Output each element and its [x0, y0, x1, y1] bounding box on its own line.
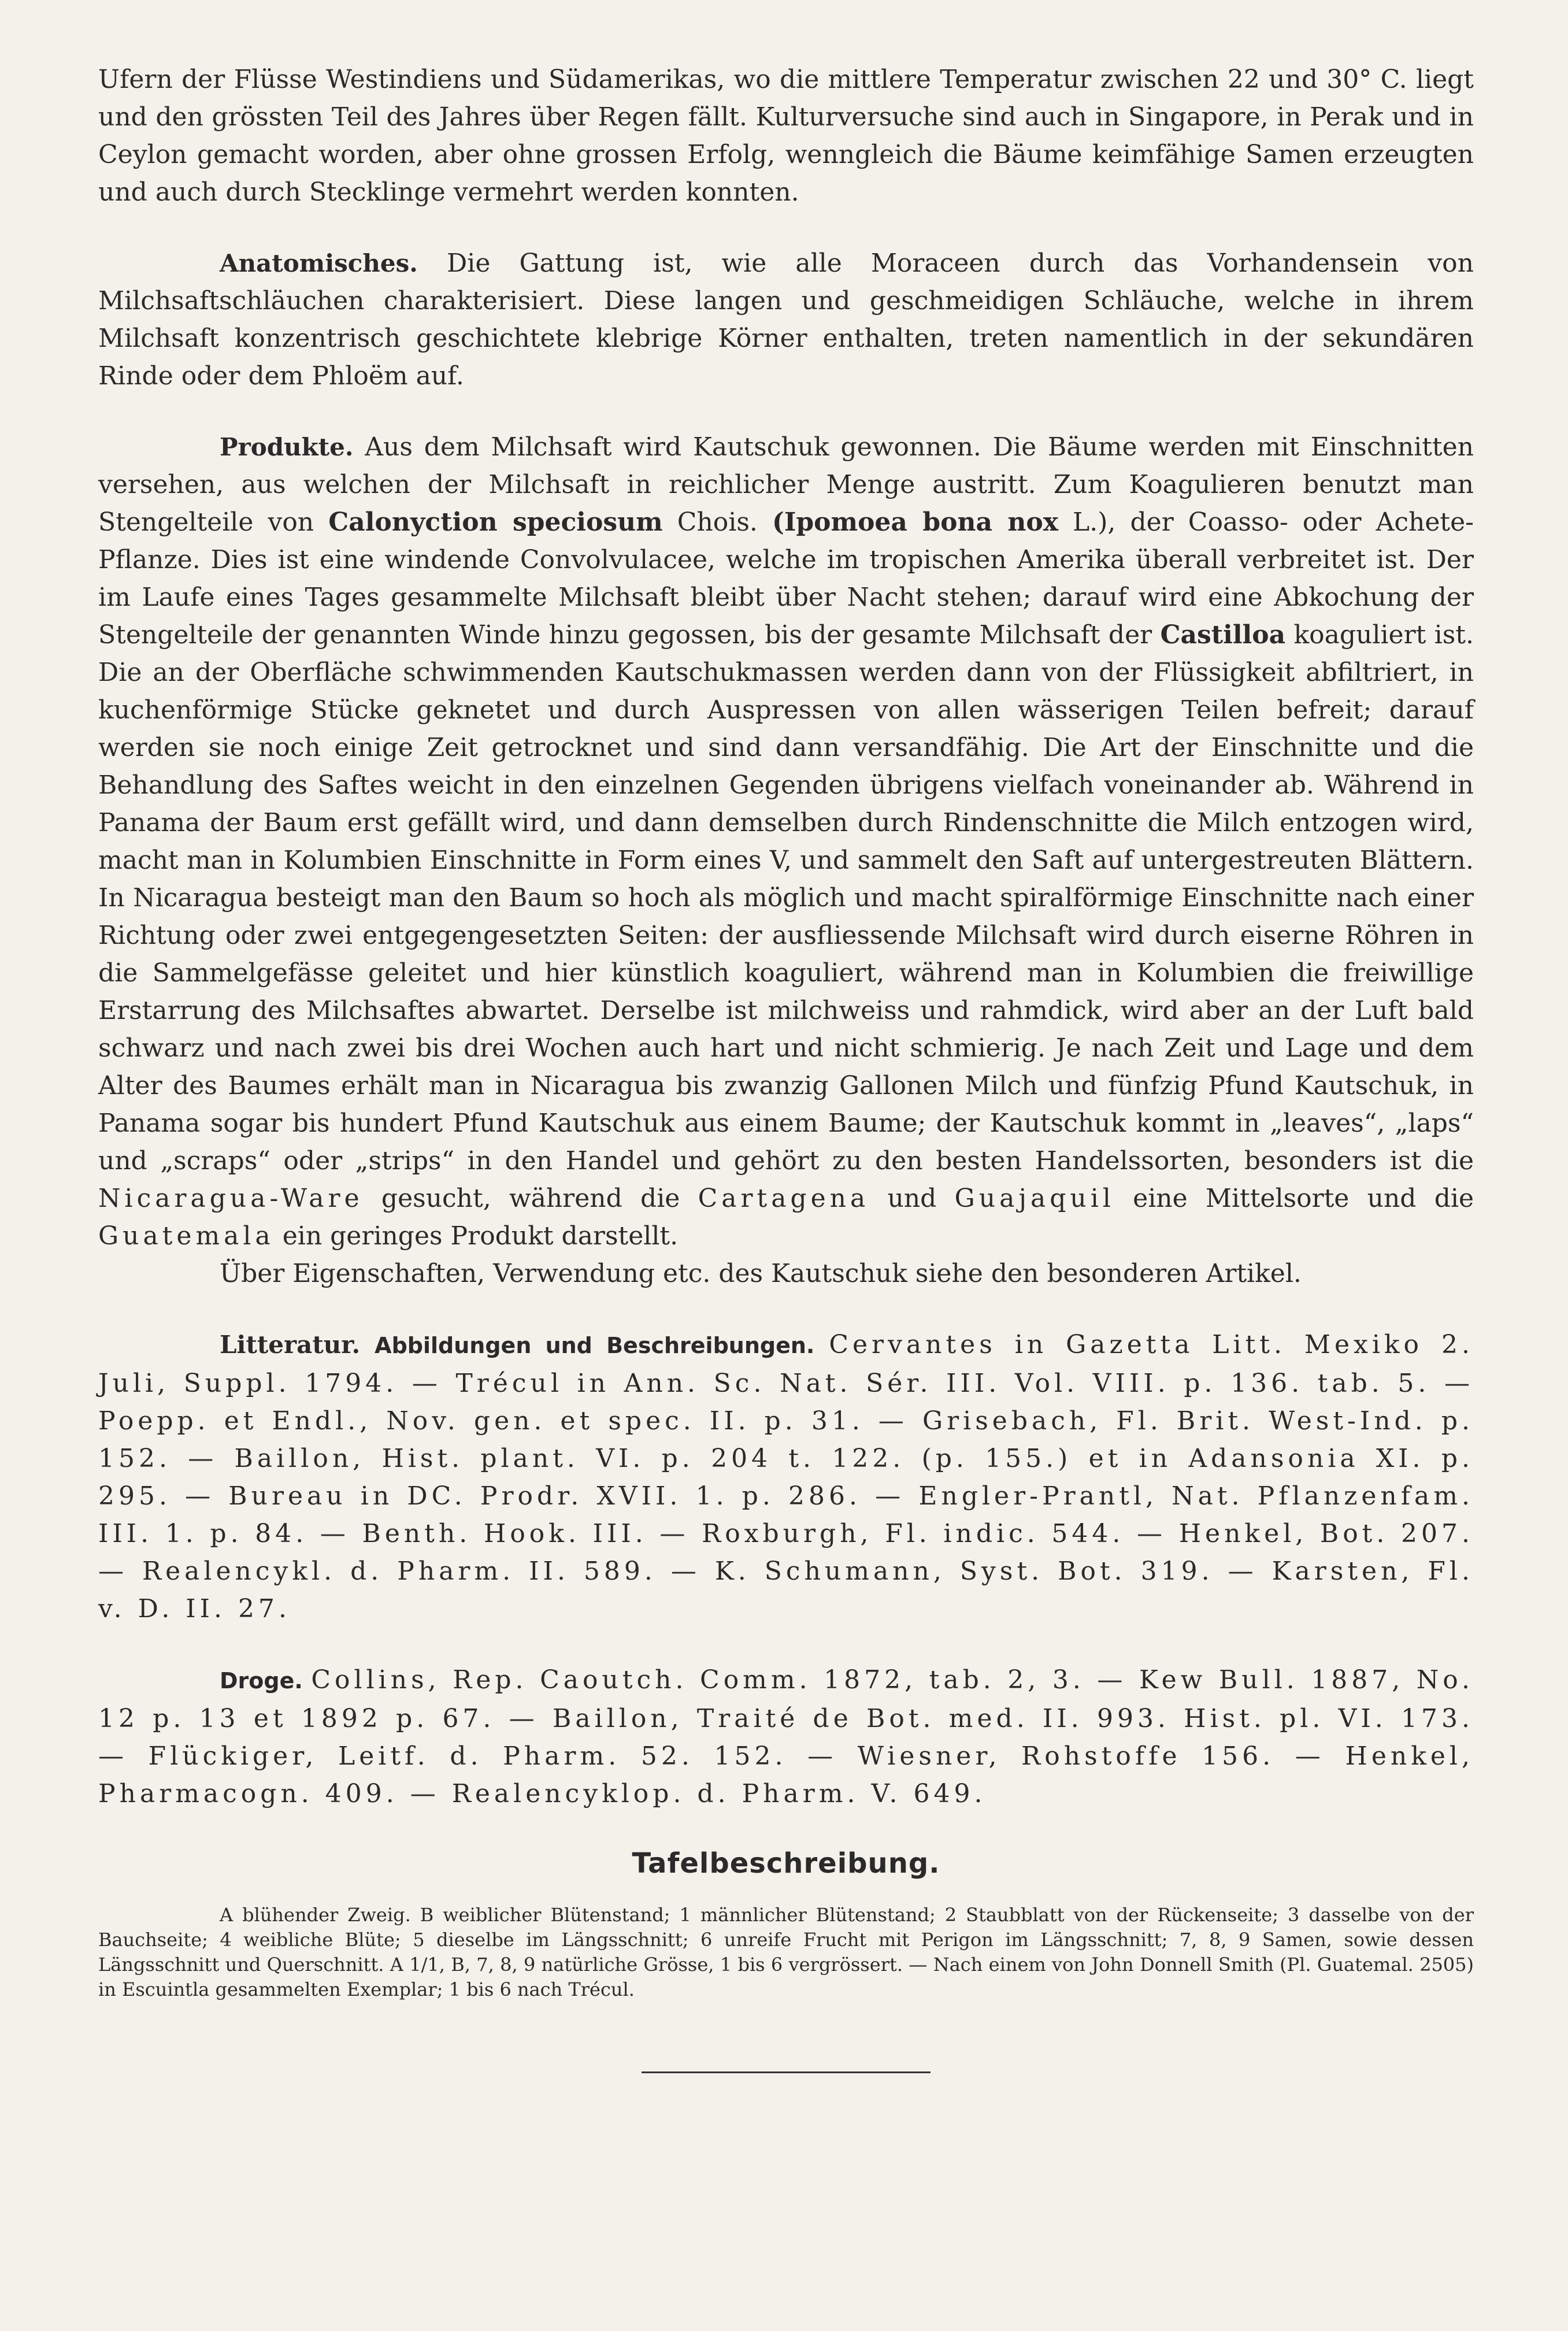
- cartagena-term: Cartagena: [698, 1184, 870, 1213]
- produkte-text-1: Aus dem Milchsaft wird Kautschuk gewonnen. Die Bäume werden mit Einschnitten versehen, aus welchen der Milchsaft in reichlicher Menge austritt. Zum Koagulieren benutzt man Stengelteile von: [98, 432, 1474, 537]
- produkte-text-4: koaguliert ist. Die an der Oberfläche schwimmenden Kautschukmassen werden dann von der Flüssigkeit abfiltriert, in kuchenförmige Stücke geknetet und durch Auspressen von allen wässerigen Teilen befreit; darauf werden sie noch einige Zeit getrocknet und sind dann versandfähig. Die Art der Einschnitte und die Behandlung des Saftes weicht in den einzelnen Gegenden übrigens vielfach voneinander ab. Während in Panama der Baum erst gefällt wird, und dann demselben durch Rindenschnitte die Milch entzogen wird, macht man in Kolumbien Einschnitte in Form eines V, und sammelt den Saft auf untergestreuten Blättern. In Nicaragua besteigt man den Baum so hoch als möglich und macht spiralförmige Einschnitte nach einer Richtung oder zwei entgegengesetzten Seiten: der ausfliessende Milchsaft wird durch eiserne Röhren in die Sammelgefässe geleitet und hier künstlich koaguliert, während man in Kolumbien die freiwillige Erstarrung des Milchsaftes abwartet. Derselbe ist milchweiss und rahmdick, wird aber an der Luft bald schwarz und nach zwei bis drei Wochen auch hart und nicht schmierig. Je nach Zeit und Lage und dem Alter des Baumes erhält man in Nicaragua bis zwanzig Gallonen Milch und fünfzig Pfund Kautschuk, in Panama sogar bis hundert Pfund Kautschuk aus einem Baume; der Kautschuk kommt in „leaves“, „laps“ und „scraps“ oder „strips“ in den Handel und gehört zu den besten Handelssorten, besonders ist die: [98, 620, 1474, 1176]
- produkte-text-6: und: [887, 1184, 937, 1213]
- intro-paragraph: Ufern der Flüsse Westindiens und Südamerikas, wo die mittlere Temperatur zwischen 22 und 30° C. liegt und den grössten Teil des Jahres über Regen fällt. Kulturversuche sind auch in Singapore, in Perak und in Ceylon gemacht worden, aber ohne grossen Erfolg, wenngleich die Bäume keimfähige Samen erzeugten und auch durch Stecklinge vermehrt werden konnten.: [98, 65, 1474, 207]
- calonyction-name: Calonyction speciosum: [328, 507, 663, 537]
- anatomisches-text: Die Gattung ist, wie alle Moraceen durch das Vorhandensein von Milchsaftschläuchen charakterisiert. Diese langen und geschmeidigen Schläuche, welche in ihrem Milchsaft konzentrisch geschichtete klebrige Körner enthalten, treten namentlich in der sekundären Rinde oder dem Phloëm auf.: [98, 249, 1474, 391]
- droge-heading: Droge.: [220, 1668, 303, 1693]
- document-page: [98, 61, 1474, 2073]
- litteratur-text: Cervantes in Gazetta Litt. Mexiko 2. Juli, Suppl. 1794. — Trécul in Ann. Sc. Nat. Sér. III. Vol. VIII. p. 136. tab. 5. — Poepp. et Endl., Nov. gen. et spec. II. p. 31. — Grisebach, Fl. Brit. West-Ind. p. 152. — Baillon, Hist. plant. VI. p. 204 t. 122. (p. 155.) et in Adansonia XI. p. 295. — Bureau in DC. Prodr. XVII. 1. p. 286. — Engler-Prantl, Nat. Pflanzenfam. III. 1. p. 84. — Benth. Hook. III. — Roxburgh, Fl. indic. 544. — Henkel, Bot. 207. — Realencykl. d. Pharm. II. 589. — K. Schumann, Syst. Bot. 319. — Karsten, Fl. v. D. II. 27.: [98, 1330, 1474, 1624]
- litteratur-heading: Litteratur.: [220, 1331, 361, 1359]
- guajaquil-term: Guajaquil: [954, 1184, 1115, 1213]
- guatemala-term: Guatemala: [98, 1221, 275, 1251]
- tafel-heading: Tafelbeschreibung.: [632, 1847, 940, 1880]
- castilloa-name: Castilloa: [1160, 620, 1286, 650]
- produkte-heading: Produkte.: [220, 433, 354, 461]
- produkte-text-3: L.), der Coasso- oder Achete-Pflanze. Dies ist eine windende Convolvulacee, welche im tropischen Amerika überall verbreitet ist. Der im Laufe eines Tages gesammelte Milchsaft bleibt über Nacht stehen; darauf wird eine Abkochung der Stengelteile der genannten Winde hinzu gegossen, bis der gesamte Milchsaft der: [98, 507, 1474, 650]
- produkte-see-also: Über Eigenschaften, Verwendung etc. des Kautschuk siehe den besonderen Artikel.: [220, 1259, 1302, 1288]
- anatomisches-section: [98, 244, 1474, 395]
- produkte-text-7: eine Mittelsorte und die: [1133, 1184, 1474, 1213]
- produkte-text-5: gesucht, während die: [381, 1184, 680, 1213]
- closing-rule: [642, 2071, 931, 2073]
- produkte-text-2: Chois.: [677, 507, 758, 537]
- produkte-section: [98, 428, 1474, 1292]
- tafel-text: A blühender Zweig. B weiblicher Blütenstand; 1 männlicher Blütenstand; 2 Staubblatt von der Rückenseite; 3 dasselbe von der Bauchseite; 4 weibliche Blüte; 5 dieselbe im Längsschnitt; 6 unreife Frucht mit Perigon im Längsschnitt; 7, 8, 9 Samen, sowie dessen Längsschnitt und Querschnitt. A 1/1, B, 7, 8, 9 natürliche Grösse, 1 bis 6 vergrössert. — Nach einem von John Donnell Smith (Pl. Guatemal. 2505) in Escuintla gesammelten Exemplar; 1 bis 6 nach Trécul.: [98, 1904, 1474, 2000]
- produkte-text-8: ein geringes Produkt darstellt.: [282, 1221, 679, 1251]
- tafel-section: [98, 1903, 1474, 2002]
- produkte-paragraph: [98, 428, 1474, 1255]
- nicaragua-term: Nicaragua-Ware: [98, 1184, 364, 1213]
- droge-section: [98, 1661, 1474, 1813]
- anatomisches-heading: Anatomisches.: [220, 249, 418, 277]
- droge-text: Collins, Rep. Caoutch. Comm. 1872, tab. 2, 3. — Kew Bull. 1887, No. 12 p. 13 et 1892 p. 67. — Baillon, Traité de Bot. med. II. 993. Hist. pl. VI. 173. — Flückiger, Leitf. d. Pharm. 52. 152. — Wiesner, Rohstoffe 156. — Henkel, Pharmacogn. 409. — Realencyklop. d. Pharm. V. 649.: [98, 1665, 1474, 1809]
- litteratur-section: [98, 1326, 1474, 1628]
- litteratur-subheading: Abbildungen und Beschreibungen.: [375, 1333, 815, 1358]
- ipomoea-name: (Ipomoea bona nox: [772, 507, 1058, 537]
